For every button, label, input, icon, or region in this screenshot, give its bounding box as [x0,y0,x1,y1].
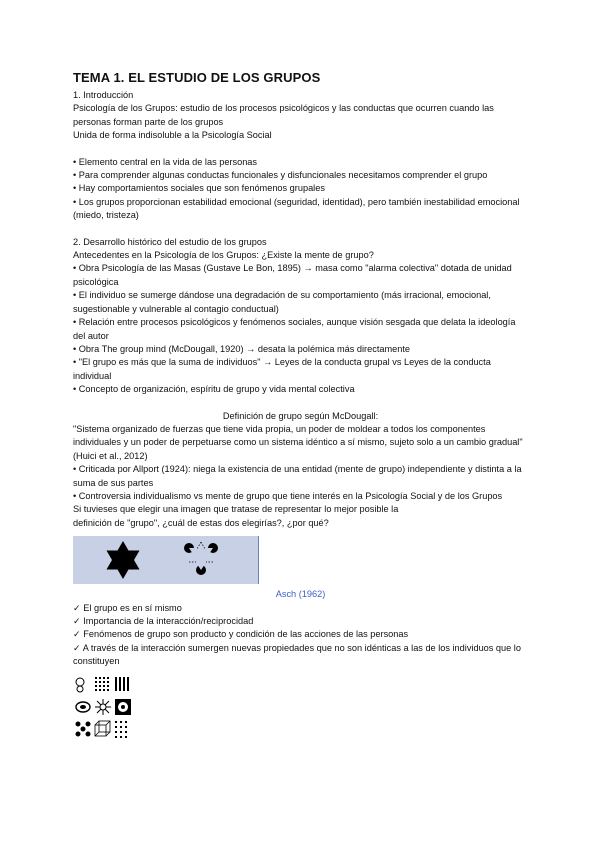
list-item: • Concepto de organización, espíritu de grupo y vida mental colectiva [73,384,355,395]
list-item: • Obra The group mind (McDougall, 1920) → desata la polémica más directamente [73,343,411,354]
gestalt-figures-image [73,675,163,743]
list-item: • El individuo se sumerge dándose una degradación de su comportamiento (más irracional, emocional, sugestionable y vulnerable al contagio conductual) [73,290,491,314]
list-item: • Elemento central en la vida de las personas [73,156,258,167]
list-item: • Relación entre procesos psicológicos y fenómenos sociales, aunque visión sesgada que delata la ideología del autor [73,317,516,341]
history-heading: 2. Desarrollo histórico del estudio de los grupos [73,236,267,247]
list-item: ✓ Importancia de la interacción/reciprocidad [73,616,254,626]
list-item: • "El grupo es más que la suma de individuos" → Leyes de la conducta grupal vs Leyes de la conducta individual [73,357,491,381]
definition-heading: Definición de grupo según McDougall: [222,410,379,421]
list-item: ✓ A través de la interacción sumergen nuevas propiedades que no son idénticas a las de los individuos que lo constituyen [73,642,521,667]
gestalt-grid [73,675,163,743]
asch-reference: Asch (1962) [275,589,326,600]
list-item: • Obra Psicología de las Masas (Gustave Le Bon, 1895) → masa como "alarma colectiva" dotada de unidad psicológica [73,263,512,287]
list-item: ✓ Fenómenos de grupo son producto y condición de las acciones de las personas [73,629,409,640]
list-item: ✓ El grupo es en sí mismo [73,602,182,613]
question-text-2: definición de "grupo", ¿cuál de estas dos elegirías?, ¿por qué? [73,517,329,528]
list-item: • Controversia individualismo vs mente de grupo que tiene interés en la Psicología Social y de los Grupos [73,490,503,501]
star-and-kanizsa-figures [73,536,258,584]
question-text: Si tuvieses que elegir una imagen que tratase de representar lo mejor posible la [73,504,399,515]
document-page [73,70,528,743]
group-definition-image [73,536,259,584]
intro-heading: 1. Introducción [73,90,134,100]
page-title: TEMA 1. EL ESTUDIO DE LOS GRUPOS [73,70,321,85]
intro-text: Psicología de los Grupos: estudio de los procesos psicológicos y las conductas que ocurren cuando las personas forman parte de los grupos [73,103,494,127]
list-item: • Hay comportamientos sociales que son fenómenos grupales [73,183,325,194]
history-antecedents: Antecedentes en la Psicología de los Grupos: ¿Existe la mente de grupo? [73,250,374,261]
definition-quote: "Sistema organizado de fuerzas que tiene vida propia, un poder de moldear a todos los componentes individuales y un poder de perpetuarse como un sistema idéntico a sí mismo, sujeto solo a un cambio gradual" (Huici et al., 2012) [73,423,523,461]
list-item: • Criticada por Allport (1924): niega la existencia de una entidad (mente de grupo) independiente y distinta a la suma de sus partes [73,464,522,488]
list-item: • Para comprender algunas conductas funcionales y disfuncionales necesitamos comprender el grupo [73,170,488,181]
list-item: • Los grupos proporcionan estabilidad emocional (seguridad, identidad), pero también inestabilidad emocional (miedo, tristeza) [73,196,520,221]
intro-text-2: Unida de forma indisoluble a la Psicología Social [73,130,272,141]
